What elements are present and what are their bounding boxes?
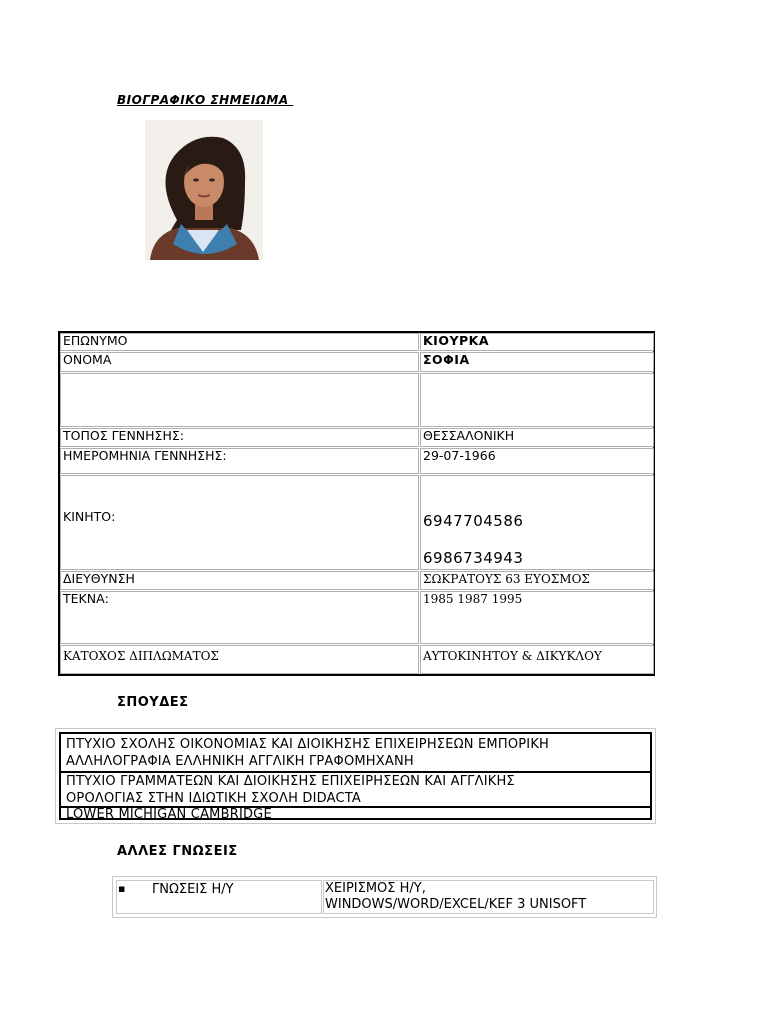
personal-info-table bbox=[58, 331, 655, 676]
birthdate-label: ΗΜΕΡΟΜΗΝΙΑ ΓΕΝΝΗΣΗΣ: bbox=[60, 448, 419, 474]
document-title: ΒΙΟΓΡΑΦΙΚΟ ΣΗΜΕΙΩΜΑ bbox=[117, 93, 294, 107]
profile-photo-image bbox=[145, 120, 263, 260]
study-row-line: ΟΡΟΛΟΓΙΑΣ ΣΤΗΝ ΙΔΙΩΤΙΚΗ ΣΧΟΛΗ DIDACTA bbox=[66, 791, 361, 806]
mobile-number-1: 6947704586 bbox=[423, 512, 524, 530]
skill-label: ΓΝΩΣΕΙΣ Η/Υ bbox=[152, 882, 234, 897]
mobile-label: ΚΙΝΗΤΟ: bbox=[60, 475, 419, 570]
bullet-icon: ▪ bbox=[118, 882, 126, 895]
empty-cell bbox=[420, 373, 654, 427]
profile-photo bbox=[145, 120, 263, 260]
skills-heading: ΑΛΛΕΣ ΓΝΩΣΕΙΣ bbox=[117, 844, 238, 859]
children-value: 1985 1987 1995 bbox=[420, 591, 654, 644]
license-value: ΑΥΤΟΚΙΝΗΤΟΥ & ΔΙΚΥΚΛΟΥ bbox=[420, 645, 654, 674]
name-label: ΟΝΟΜΑ bbox=[60, 352, 419, 372]
skill-value-cell bbox=[323, 880, 654, 914]
surname-label: ΕΠΩΝΥΜΟ bbox=[60, 333, 419, 351]
skills-table bbox=[112, 876, 657, 918]
studies-table-inner bbox=[59, 732, 652, 820]
surname-value: ΚΙΟΥΡΚΑ bbox=[420, 333, 654, 351]
study-row-line: ΠΤΥΧΙΟ ΓΡΑΜΜΑΤΕΩΝ ΚΑΙ ΔΙΟΙΚΗΣΗΣ ΕΠΙΧΕΙΡΗΣΕΩΝ ΚΑΙ ΑΓΓΛΙΚΗΣ bbox=[66, 774, 515, 789]
birthplace-label: ΤΟΠΟΣ ΓΕΝΝΗΣΗΣ: bbox=[60, 428, 419, 447]
birthdate-value: 29-07-1966 bbox=[420, 448, 654, 474]
skill-value-line: WINDOWS/WORD/EXCEL/KEF 3 UNISOFT bbox=[325, 897, 587, 912]
study-row bbox=[61, 771, 650, 806]
address-label: ΔΙΕΥΘΥΝΣΗ bbox=[60, 571, 419, 590]
skill-value-line: ΧΕΙΡΙΣΜΟΣ Η/Υ, bbox=[325, 881, 426, 896]
skill-label-cell bbox=[116, 880, 322, 914]
mobile-cell bbox=[420, 475, 654, 570]
study-row-line: LOWER MICHIGAN CAMBRIDGE bbox=[66, 807, 272, 822]
study-row-line: ΑΛΛΗΛΟΓΡΑΦΙΑ ΕΛΛΗΝΙΚΗ ΑΓΓΛΙΚΗ ΓΡΑΦΟΜΗΧΑΝΗ bbox=[66, 754, 414, 769]
study-row-line: ΠΤΥΧΙΟ ΣΧΟΛΗΣ ΟΙΚΟΝΟΜΙΑΣ ΚΑΙ ΔΙΟΙΚΗΣΗΣ ΕΠΙΧΕΙΡΗΣΕΩΝ ΕΜΠΟΡΙΚΗ bbox=[66, 737, 550, 752]
address-value: ΣΩΚΡΑΤΟΥΣ 63 ΕΥΟΣΜΟΣ bbox=[420, 571, 654, 590]
study-row bbox=[61, 734, 650, 771]
name-value: ΣΟΦΙΑ bbox=[420, 352, 654, 372]
license-label: ΚΑΤΟΧΟΣ ΔΙΠΛΩΜΑΤΟΣ bbox=[60, 645, 419, 674]
studies-heading: ΣΠΟΥΔΕΣ bbox=[117, 695, 189, 710]
mobile-number-2: 6986734943 bbox=[423, 549, 524, 567]
study-row bbox=[61, 806, 650, 820]
birthplace-value: ΘΕΣΣΑΛΟΝΙΚΗ bbox=[420, 428, 654, 447]
empty-cell bbox=[60, 373, 419, 427]
children-label: ΤΕΚΝΑ: bbox=[60, 591, 419, 644]
studies-table bbox=[55, 728, 656, 824]
